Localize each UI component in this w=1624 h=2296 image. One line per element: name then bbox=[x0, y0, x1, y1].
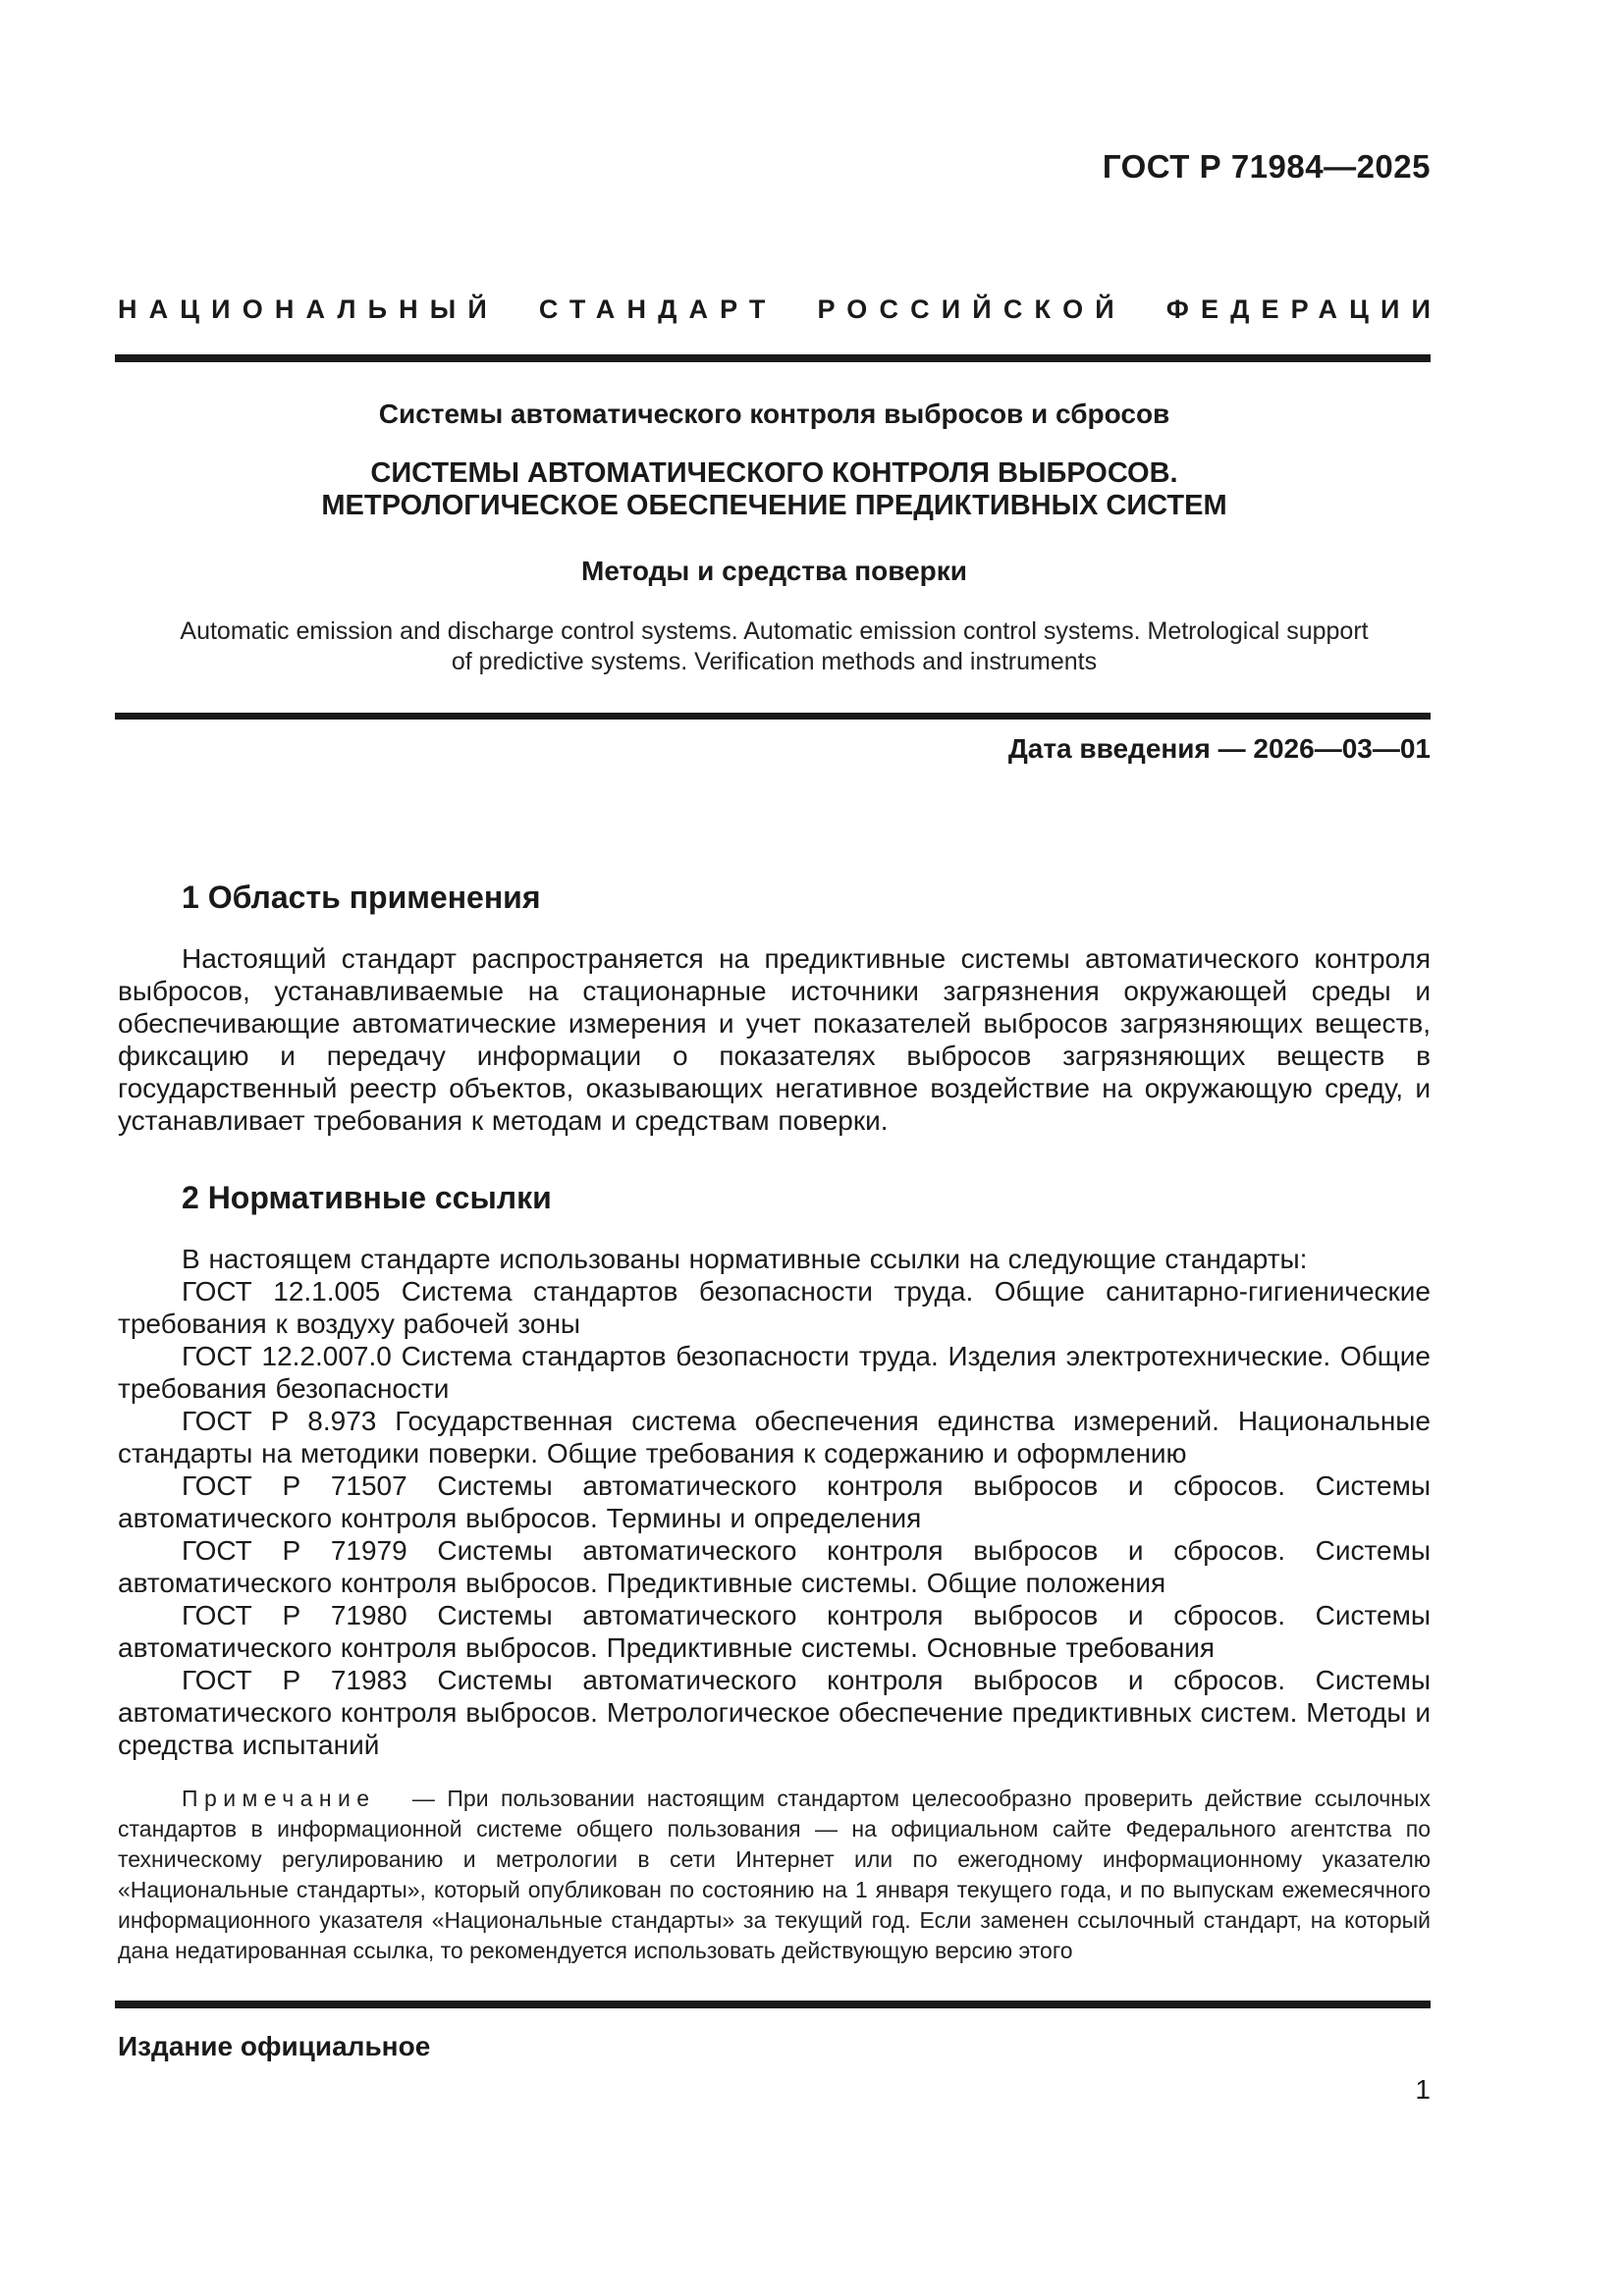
standard-main-title bbox=[118, 457, 1431, 522]
title-english-line: of predictive systems. Verification methods and instruments bbox=[451, 648, 1098, 675]
note-spacer bbox=[388, 1786, 412, 1811]
note-paragraph bbox=[118, 1784, 1431, 1966]
horizontal-rule-bottom bbox=[115, 2001, 1431, 2008]
note-text: — При пользовании настоящим стандартом целесообразно проверить действие ссылочных стандартов в информационной системе общего пользования — на официальном сайте Федерального агентства по техническому регулированию и метрологии в сети Интернет или по ежегодному информационному указателю «Национальные стандарты», который опубликован по состоянию на 1 января текущего года, и по выпускам ежемесячного информационного указателя «Национальные стандарты» за текущий год. Если заменен ссылочный стандарт, на который дана недатированная ссылка, то рекомендуется использовать действующую версию этого bbox=[118, 1785, 1432, 1963]
horizontal-rule-middle bbox=[115, 713, 1431, 720]
banner-word: СТАНДАРТ bbox=[538, 294, 778, 324]
note-label: Примечание bbox=[182, 1785, 376, 1811]
official-edition-label: Издание официальное bbox=[118, 2031, 431, 2061]
reference-item: ГОСТ 12.1.005 Система стандартов безопасности труда. Общие санитарно-гигиенические требования к воздуху рабочей зоны bbox=[118, 1275, 1431, 1339]
page-number: 1 bbox=[1415, 2074, 1431, 2105]
national-standard-banner bbox=[118, 293, 1443, 326]
banner-word: РОССИЙСКОЙ bbox=[817, 294, 1126, 324]
reference-item: ГОСТ Р 71979 Системы автоматического контроля выбросов и сбросов. Системы автоматического контроля выбросов. Предиктивные системы. Общие положения bbox=[118, 1534, 1431, 1598]
effective-date: Дата введения — 2026—03—01 bbox=[1007, 733, 1431, 764]
title-english-line: Automatic emission and discharge control systems. Automatic emission control systems. Metrological support bbox=[180, 617, 1369, 645]
section-1-heading: 1 Область применения bbox=[182, 880, 541, 915]
reference-item: ГОСТ Р 71507 Системы автоматического контроля выбросов и сбросов. Системы автоматического контроля выбросов. Термины и определения bbox=[118, 1469, 1431, 1533]
standard-title-english bbox=[118, 616, 1431, 677]
main-title-line: МЕТРОЛОГИЧЕСКОЕ ОБЕСПЕЧЕНИЕ ПРЕДИКТИВНЫХ СИСТЕМ bbox=[321, 490, 1227, 521]
banner-word: ФЕДЕРАЦИИ bbox=[1165, 294, 1443, 324]
banner-word: НАЦИОНАЛЬНЫЙ bbox=[118, 294, 499, 324]
page-content bbox=[118, 0, 1443, 1966]
normative-references-list bbox=[118, 1243, 1431, 1761]
section-1-paragraph: Настоящий стандарт распространяется на предиктивные системы автоматического контроля выбросов, устанавливаемые на стационарные источники загрязнения окружающей среды и обеспечивающие автоматические измерения и учет показателей выбросов загрязняющих веществ, фиксацию и передачу информации о показателях выбросов загрязняющих веществ в государственный реестр объектов, оказывающих негативное воздействие на окружающую среду, и устанавливает требования к методам и средствам поверки. bbox=[118, 942, 1431, 1136]
section-2-heading: 2 Нормативные ссылки bbox=[182, 1179, 552, 1215]
reference-item: ГОСТ Р 71980 Системы автоматического контроля выбросов и сбросов. Системы автоматического контроля выбросов. Предиктивные системы. Основные требования bbox=[118, 1599, 1431, 1663]
horizontal-rule-top bbox=[115, 354, 1431, 362]
main-title-line: СИСТЕМЫ АВТОМАТИЧЕСКОГО КОНТРОЛЯ ВЫБРОСОВ. bbox=[370, 457, 1178, 489]
reference-item: ГОСТ Р 71983 Системы автоматического контроля выбросов и сбросов. Системы автоматического контроля выбросов. Метрологическое обеспечение предиктивных систем. Методы и средства испытаний bbox=[118, 1664, 1431, 1760]
reference-item: В настоящем стандарте использованы нормативные ссылки на следующие стандарты: bbox=[182, 1243, 1308, 1274]
reference-item: ГОСТ 12.2.007.0 Система стандартов безопасности труда. Изделия электротехнические. Общие требования безопасности bbox=[118, 1340, 1431, 1404]
document-code: ГОСТ Р 71984—2025 bbox=[1102, 148, 1431, 185]
reference-item: ГОСТ Р 8.973 Государственная система обеспечения единства измерений. Национальные стандарты на методики поверки. Общие требования к содержанию и оформлению bbox=[118, 1405, 1431, 1468]
standard-subtitle: Методы и средства поверки bbox=[581, 556, 967, 586]
standard-group-title: Системы автоматического контроля выбросов и сбросов bbox=[378, 399, 1170, 429]
